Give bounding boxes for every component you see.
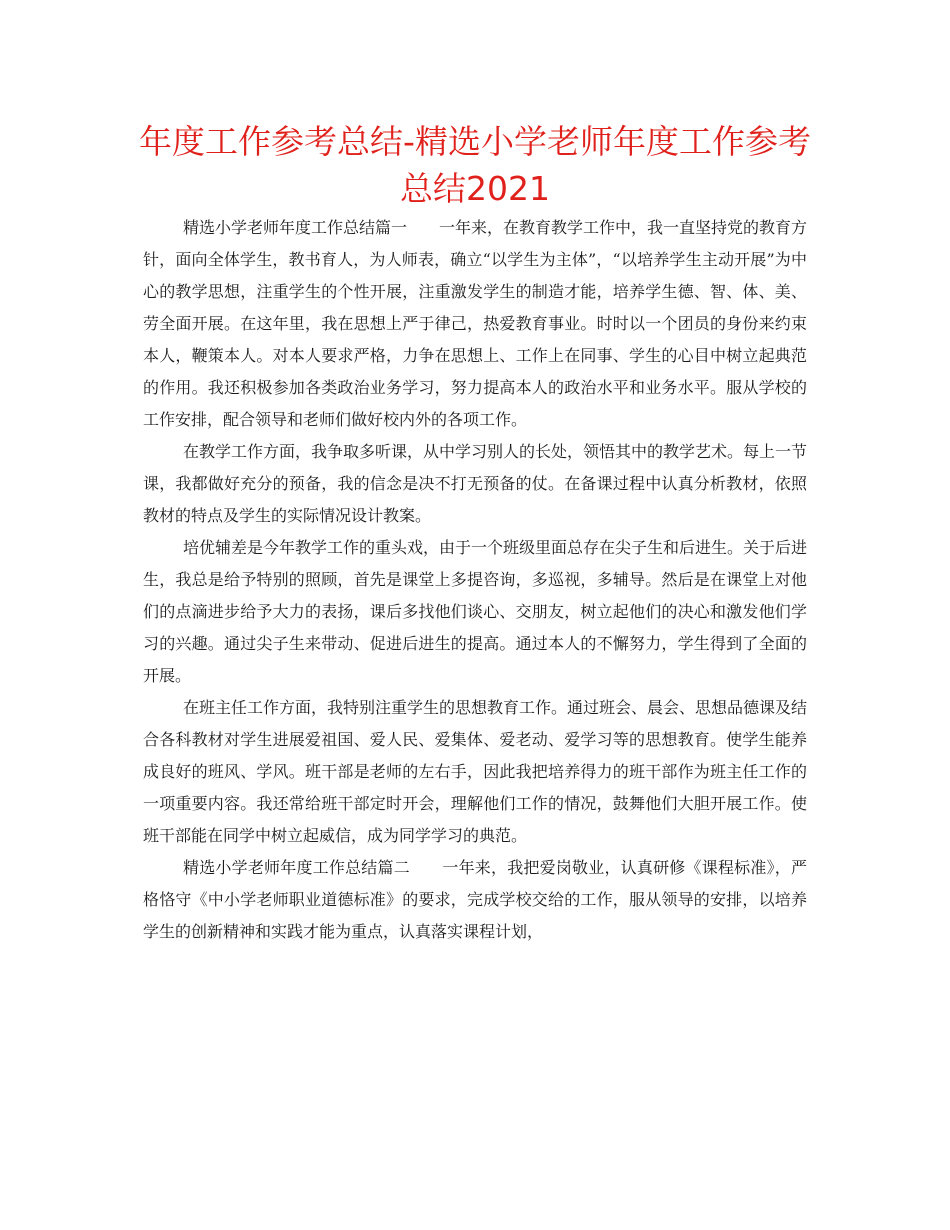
paragraph-3: 培优辅差是今年教学工作的重头戏，由于一个班级里面总存在尖子生和后进生。关于后进生，我总是给予特别的照顾，首先是课堂上多提咨询，多巡视，多辅导。然后是在课堂上对他们的点滴进步给予大力的表扬，课后多找他们谈心、交朋友，树立起他们的决心和激发他们学习的兴趣。通过尖子生来带动、促进后进生的提高。通过本人的不懈努力，学生得到了全面的开展。 xyxy=(143,538,808,685)
paragraph-1: 精选小学老师年度工作总结篇一 一年来，在教育教学工作中，我一直坚持党的教育方针，面向全体学生，教书育人，为人师表，确立“以学生为主体”，“以培养学生主动开展”为中心的教学思想，注重学生的个性开展，注重激发学生的制造才能，培养学生德、智、体、美、劳全面开展。在这年里，我在思想上严于律己，热爱教育事业。时时以一个团员的身份来约束本人，鞭策本人。对本人要求严格，力争在思想上、工作上在同事、学生的心目中树立起典范的作用。我还积极参加各类政治业务学习，努力提高本人的政治水平和业务水平。服从学校的工作安排，配合领导和老师们做好校内外的各项工作。 xyxy=(143,218,808,429)
paragraph-4: 在班主任工作方面，我特别注重学生的思想教育工作。通过班会、晨会、思想品德课及结合各科教材对学生进展爱祖国、爱人民、爱集体、爱老动、爱学习等的思想教育。使学生能养成良好的班风、学风。班干部是老师的左右手，因此我把培养得力的班干部作为班主任工作的一项重要内容。我还常给班干部定时开会，理解他们工作的情况，鼓舞他们大胆开展工作。使班干部能在同学中树立起威信，成为同学学习的典范。 xyxy=(143,698,808,845)
paragraph-5: 精选小学老师年度工作总结篇二 一年来，我把爱岗敬业，认真研修《课程标准》，严格恪守《中小学老师职业道德标准》的要求，完成学校交给的工作，服从领导的安排，以培养学生的创新精神和实践才能为重点，认真落实课程计划， xyxy=(143,858,807,941)
document-title: 年度工作参考总结-精选小学老师年度工作参考总结2021 xyxy=(139,122,811,208)
document-body xyxy=(143,212,807,948)
paragraph-2: 在教学工作方面，我争取多听课，从中学习别人的长处，领悟其中的教学艺术。每上一节课，我都做好充分的预备，我的信念是决不打无预备的仗。在备课过程中认真分析教材，依照教材的特点及学生的实际情况设计教案。 xyxy=(143,442,808,525)
